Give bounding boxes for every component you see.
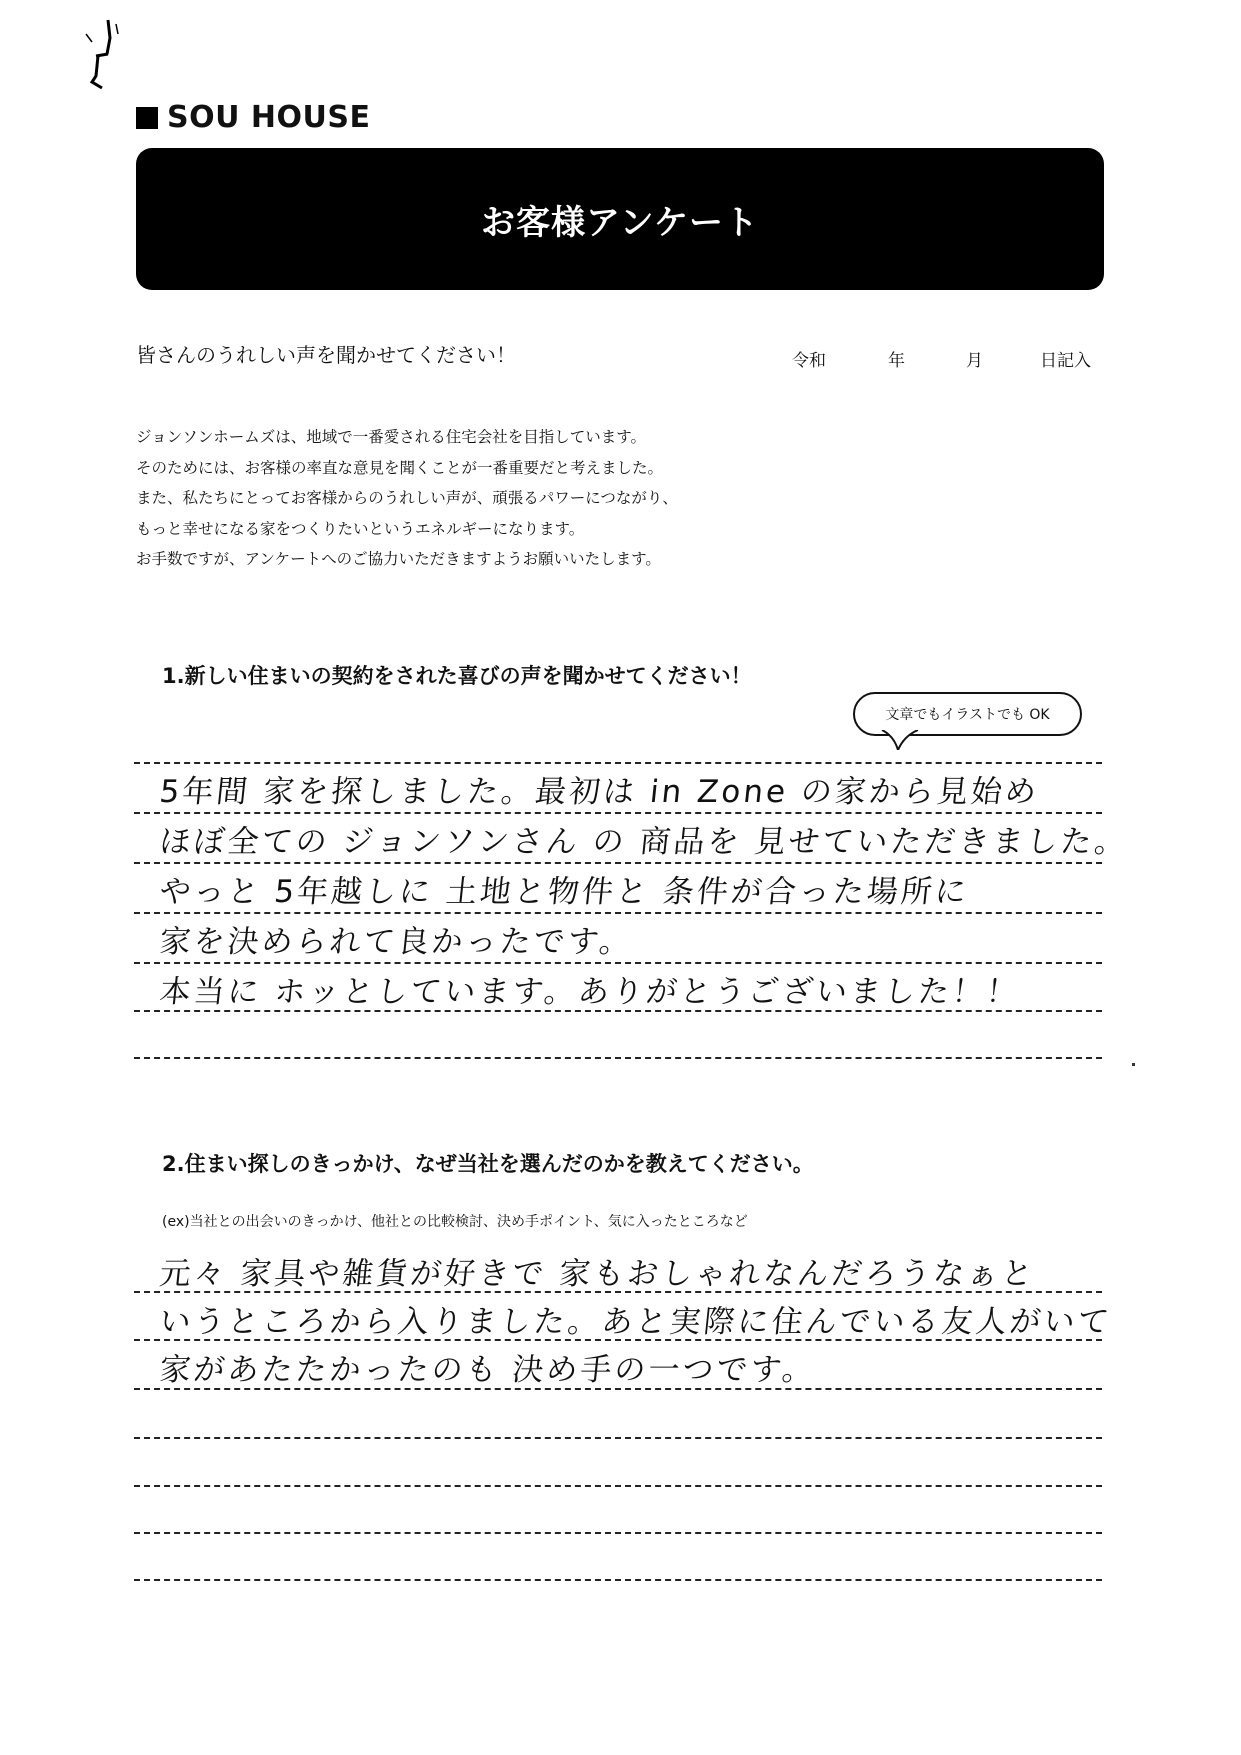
question-2-label: 2.住まい探しのきっかけ、なぜ当社を選んだのかを教えてください。 [162,1152,814,1176]
answer-line [134,1388,1102,1390]
handwritten-answer: 元々 家具や雑貨が好きで 家もおしゃれなんだろうなぁと [157,1256,1038,1292]
brand-name: SOU HOUSE [167,100,371,135]
handwritten-answer: 5年間 家を探しました。最初は in Zone の家から見始め [157,774,1041,810]
intro-paragraph [136,422,678,575]
brand-square-icon [136,107,158,129]
handwritten-answer: 家を決められて良かったです。 [157,924,636,960]
intro-line: ジョンソンホームズは、地域で一番愛される住宅会社を目指しています。 [136,428,646,446]
question-2-hint: (ex)当社との出会いのきっかけ、他社との比較検討、決め手ポイント、気に入ったところなど [162,1214,748,1230]
intro-line: もっと幸せになる家をつくりたいというエネルギーになります。 [136,519,585,538]
lead-text: 皆さんのうれしい声を聞かせてください！ [136,343,516,367]
answer-line [134,1057,1102,1059]
page-title: お客様アンケート [481,202,759,243]
intro-line: お手数ですが、アンケートへのご協力いただきますようお願いいたします。 [136,550,661,568]
bubble-text: 文章でもイラストでも OK [885,707,1050,723]
brand-logo [136,100,370,135]
date-era-field[interactable]: 令和 [792,351,826,371]
answer-line [134,1010,1102,1012]
answer-line [134,762,1102,764]
date-month-field[interactable]: 月 [966,351,983,371]
answer-line [134,1485,1102,1487]
answer-line [134,912,1102,914]
handwritten-answer: いうところから入りました。あと実際に住んでいる友人がいて [157,1304,1114,1340]
handwritten-answer: 本当に ホッとしています。ありがとうございました！！ [157,974,1022,1010]
answer-line [134,812,1102,814]
speech-bubble-tail-icon [880,730,920,750]
date-day-field[interactable]: 日記入 [1040,351,1091,371]
answer-line [134,1291,1102,1293]
intro-line: また、私たちにとってお客様からのうれしい声が、頑張るパワーにつながり、 [136,489,678,507]
answer-line [134,1579,1102,1581]
answer-line [134,962,1102,964]
handwritten-answer: 家があたたかったのも 決め手の一つです。 [157,1352,818,1388]
question-1-label: 1.新しい住まいの契約をされた喜びの声を聞かせてください！ [162,664,752,688]
scan-speck [1132,1063,1135,1066]
handwritten-answer: ほぼ全ての ジョンソンさん の 商品を 見せていただきました。 [157,824,1131,860]
answer-line [134,862,1102,864]
intro-line: そのためには、お客様の率直な意見を聞くことが一番重要だと考えました。 [136,458,664,477]
scribble-mark-icon [80,14,126,94]
answer-line [134,1339,1102,1341]
date-year-field[interactable]: 年 [888,351,905,371]
title-banner [136,148,1104,290]
answer-line [134,1437,1102,1439]
answer-line [134,1532,1102,1534]
handwritten-answer: やっと 5年越しに 土地と物件と 条件が合った場所に [157,874,971,910]
